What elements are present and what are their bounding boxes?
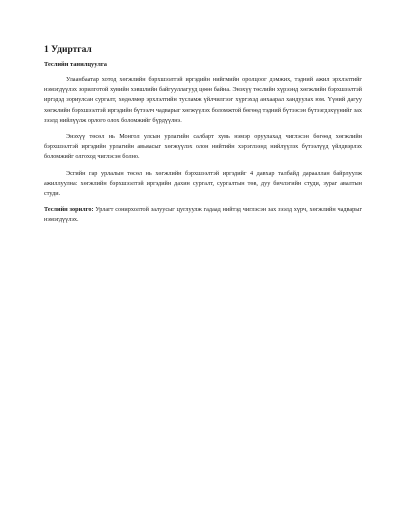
goal-text: Урлагт сонирхолтой залуусыг цуглуулж гадаад нийтэд чиглэсэн зах зээлд хүрч, хөгжлийн чадварыг нэмэгдүүлэх. xyxy=(44,206,362,224)
paragraph-goal xyxy=(44,205,362,225)
section-heading: 1 Удиртгал xyxy=(44,45,92,55)
paragraph: Энэхүү төсөл нь Монгол улсын урлагийн салбарт хувь нэмэр оруулахад чиглэсэн бөгөөд хөгжлийн бэрхшээлтэй иргэдийн урлагийн авьяасыг хөгжүүлэх олон нийтийн хэрэглээнд нийлүүлэх бүтээлүүд үйлдвэрлэх боломжийг олгоход чиглэсэн болно. xyxy=(44,133,362,161)
section-subheading: Теслийн танилцуулга xyxy=(44,61,107,68)
paragraph: Улаанбаатар хотод хөгжлийн бэрхшээлтэй иргэдийн нийгмийн оролцоог дэмжих, тэдний ажил эрхлэлтийг нэмэгдүүлэх зорилготой хувийн хэвшлийн байгууллагууд цөөн байна. Энэхүү төслийн хүрээнд хөгжлийн бэрхшээлтэй иргэдэд зориулсан сургалт, хөдөлмөр эрхлэлтийн тусламж үйлчилгээг хүргэхэд анхаарал хандуулах юм. Үүний дагуу хөгжлийн бэрхшээлтэй иргэдийн бүтээлч чадварыг хөгжүүлэх боломжтой бөгөөд тэдний бүтээсэн бүтээгдэхүүнийг зах зээлд нийлүүлж орлого олох боломжийг бүрдүүлнэ. xyxy=(44,76,362,124)
goal-label: Теслийн зорилго: xyxy=(44,206,94,214)
paragraph: Эсгийн гар урлалын төсөл нь хөгжлийн бэрхшээлтэй иргэдийг 4 давхар талбайд дарааллан байрлуулж ажиллуулна: хөгжлийн бэрхшээлтэй иргэдийн дахин сургалт, сургалтын төв, дуу бичлэгийн студи, зураг авалтын студи. xyxy=(44,169,362,198)
document-content xyxy=(44,44,362,232)
